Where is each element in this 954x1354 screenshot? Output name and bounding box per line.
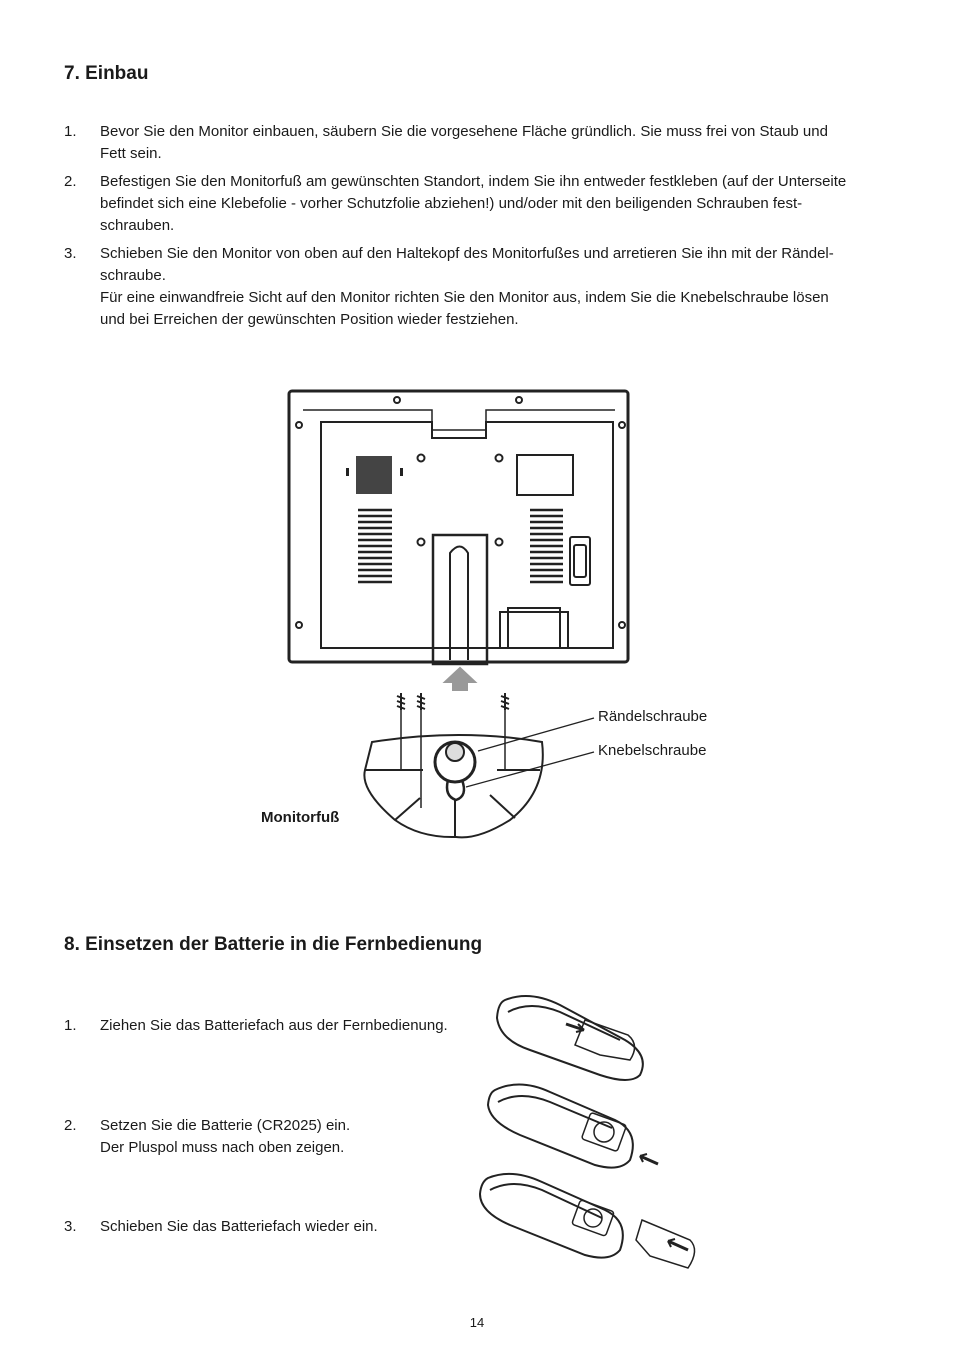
- label-monitorfuss: Monitorfuß: [261, 809, 340, 826]
- text-line: schrauben.: [100, 217, 175, 234]
- step-number: 2.: [64, 173, 77, 190]
- step-number: 3.: [64, 1218, 77, 1235]
- section-8-heading: 8. Einsetzen der Batterie in die Fernbedienung: [64, 934, 483, 955]
- text-line: Schieben Sie den Monitor von oben auf den Haltekopf des Monitorfußes und arretieren Sie ihn mit der Rändel-: [100, 245, 834, 262]
- text-line: Für eine einwandfreie Sicht auf den Monitor richten Sie den Monitor aus, indem Sie die Knebelschraube lösen: [100, 289, 829, 306]
- label-knebelschraube: Knebelschraube: [598, 742, 707, 759]
- step-number: 2.: [64, 1117, 77, 1134]
- step-number: 3.: [64, 245, 77, 262]
- text-line: Ziehen Sie das Batteriefach aus der Fernbedienung.: [100, 1017, 448, 1034]
- text-line: Der Pluspol muss nach oben zeigen.: [100, 1139, 345, 1156]
- text-line: und bei Erreichen der gewünschten Position wieder festziehen.: [100, 311, 519, 328]
- label-raendelschraube: Rändelschraube: [598, 708, 708, 725]
- remote-step-2: [488, 1084, 658, 1167]
- text-line: Schieben Sie das Batteriefach wieder ein.: [100, 1218, 378, 1235]
- remote-step-1: [497, 996, 643, 1080]
- text-line: Bevor Sie den Monitor einbauen, säubern Sie die vorgesehene Fläche gründlich. Sie muss frei von Staub und: [100, 123, 828, 140]
- page-number: 14: [469, 1315, 485, 1330]
- text-line: Fett sein.: [100, 145, 162, 162]
- text-line: Befestigen Sie den Monitorfuß am gewünschten Standort, indem Sie ihn entweder festkleben (auf der Unterseite: [100, 173, 847, 190]
- step-number: 1.: [64, 1017, 77, 1034]
- text-line: Setzen Sie die Batterie (CR2025) ein.: [100, 1117, 351, 1134]
- step-number: 1.: [64, 123, 77, 140]
- text-line: schraube.: [100, 267, 166, 284]
- text-line: befindet sich eine Klebefolie - vorher Schutzfolie abziehen!) und/oder mit den beiligenden Schrauben fest-: [100, 195, 803, 212]
- section-7-heading: 7. Einbau: [64, 63, 149, 84]
- remote-step-3: [480, 1174, 695, 1268]
